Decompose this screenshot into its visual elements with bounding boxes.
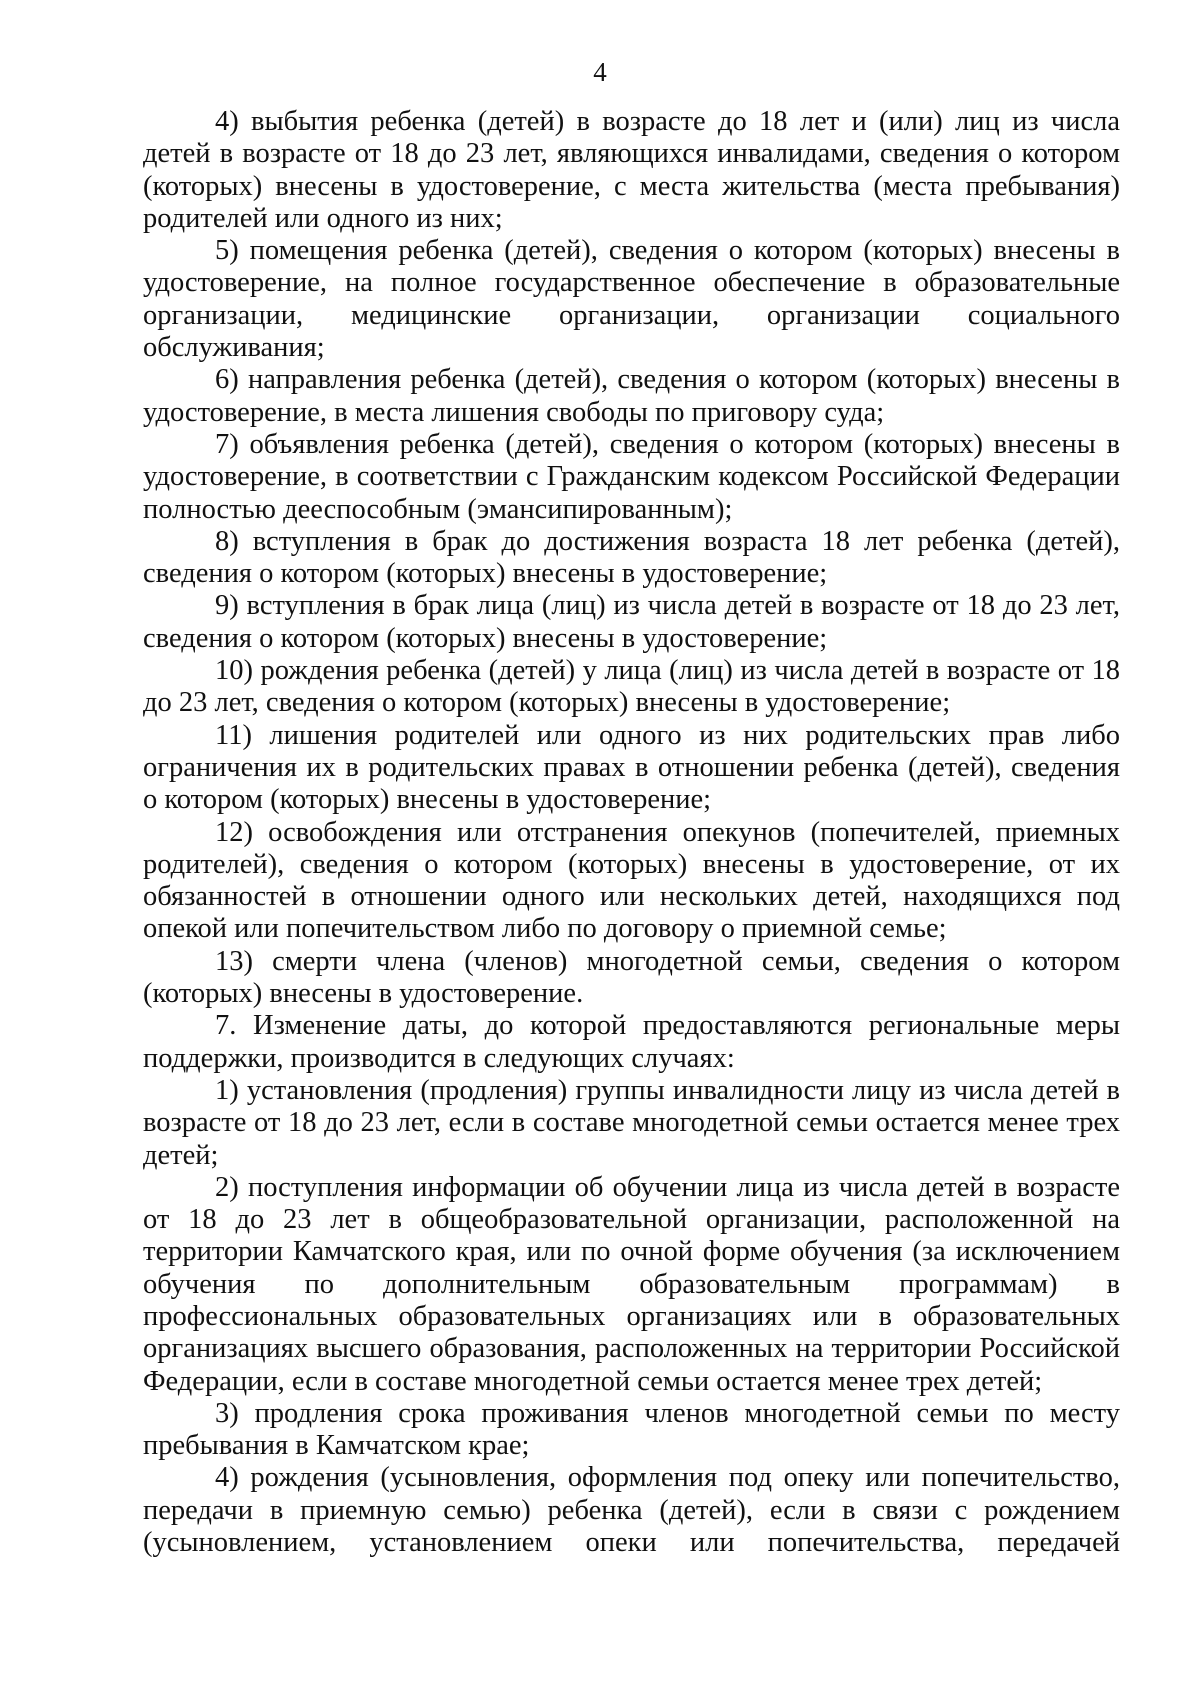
paragraph: 11) лишения родителей или одного из них родительских прав либо ограничения их в родительских правах в отношении ребенка (детей), сведения о котором (которых) внесены в удостоверение; [143,719,1120,816]
paragraph: 1) установления (продления) группы инвалидности лицу из числа детей в возрасте от 18 до 23 лет, если в составе многодетной семьи остается менее трех детей; [143,1074,1120,1171]
paragraph: 12) освобождения или отстранения опекунов (попечителей, приемных родителей), сведения о котором (которых) внесены в удостоверение, от их обязанностей в отношении одного или нескольких детей, находящихся под опекой или попечительством либо по договору о приемной семье; [143,816,1120,945]
page-number: 4 [593,57,607,87]
paragraph: 7. Изменение даты, до которой предоставляются региональные меры поддержки, производится в следующих случаях: [143,1010,1120,1074]
paragraph: 8) вступления в брак до достижения возраста 18 лет ребенка (детей), сведения о котором (которых) внесены в удостоверение; [143,525,1120,590]
paragraph: 5) помещения ребенка (детей), сведения о котором (которых) внесены в удостоверение, на полное государственное обеспечение в образовательные организации, медицинские организации, организации социального обслуживания; [143,235,1120,364]
document-body [143,106,1120,1559]
paragraph: 3) продления срока проживания членов многодетной семьи по месту пребывания в Камчатском крае; [143,1397,1120,1462]
paragraph: 4) выбытия ребенка (детей) в возрасте до 18 лет и (или) лиц из числа детей в возрасте от 18 до 23 лет, являющихся инвалидами, сведения о котором (которых) внесены в удостоверение, с места жительства (места пребывания) родителей или одного из них; [143,106,1120,234]
paragraph: 13) смерти члена (членов) многодетной семьи, сведения о котором (которых) внесены в удостоверение. [143,945,1120,1010]
paragraph: 2) поступления информации об обучении лица из числа детей в возрасте от 18 до 23 лет в общеобразовательной организации, расположенной на территории Камчатского края, или по очной форме обучения (за исключением обучения по дополнительным образовательным программам) в профессиональных образовательных организациях или в образовательных организациях высшего образования, расположенных на территории Российской Федерации, если в составе многодетной семьи остается менее трех детей; [143,1171,1120,1397]
paragraph: 4) рождения (усыновления, оформления под опеку или попечительство, передачи в приемную семью) ребенка (детей), если в связи с рождением (усыновлением, установлением опеки или попечительства, передачей [143,1462,1120,1559]
paragraph: 6) направления ребенка (детей), сведения о котором (которых) внесены в удостоверение, в места лишения свободы по приговору суда; [143,364,1120,428]
paragraph: 7) объявления ребенка (детей), сведения о котором (которых) внесены в удостоверение, в соответствии с Гражданским кодексом Российской Федерации полностью дееспособным (эмансипированным); [143,428,1120,525]
paragraph: 10) рождения ребенка (детей) у лица (лиц) из числа детей в возрасте от 18 до 23 лет, сведения о котором (которых) внесены в удостоверение; [143,655,1120,719]
paragraph: 9) вступления в брак лица (лиц) из числа детей в возрасте от 18 до 23 лет, сведения о котором (которых) внесены в удостоверение; [143,590,1120,654]
